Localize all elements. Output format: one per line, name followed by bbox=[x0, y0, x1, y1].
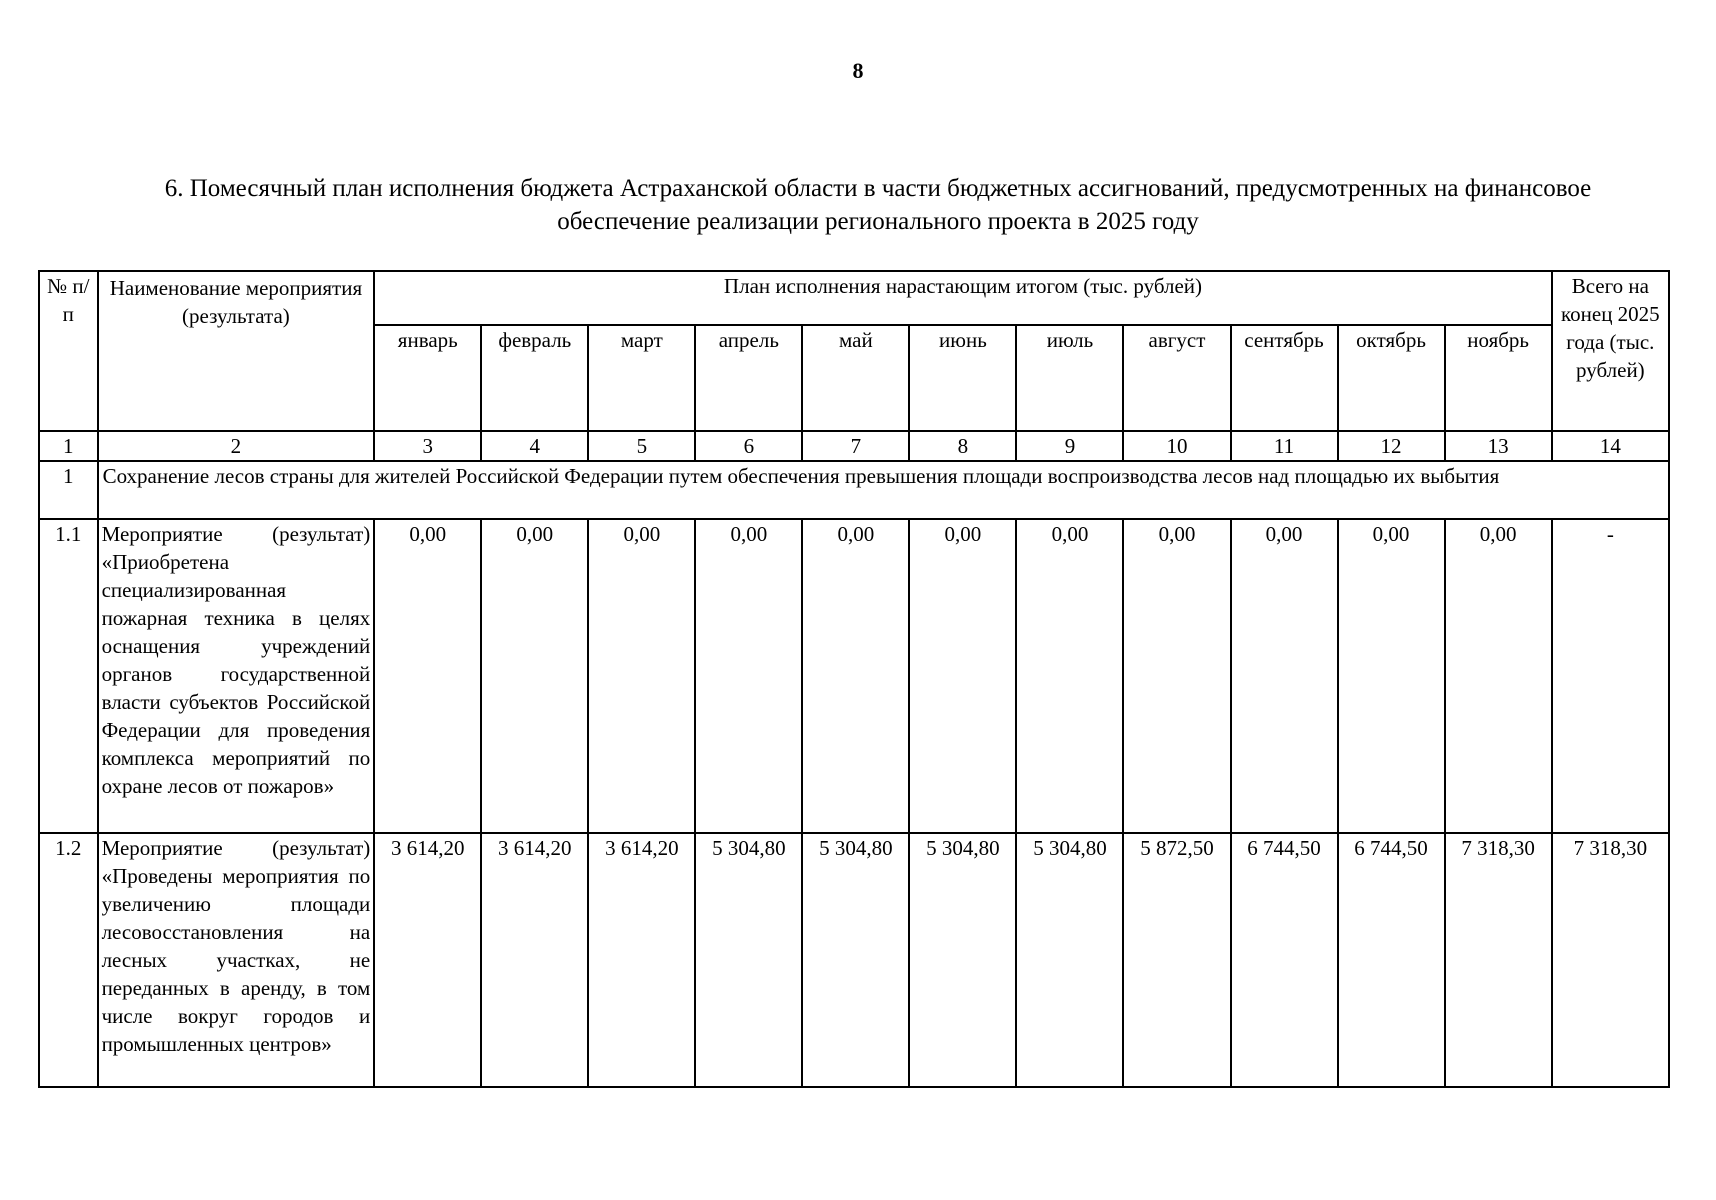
header-plan: План исполнения нарастающим итогом (тыс. рублей) bbox=[374, 271, 1551, 325]
row-value: 5 304,80 bbox=[1016, 833, 1123, 1087]
section-title: 6. Помесячный план исполнения бюджета Астраханской области в части бюджетных ассигнований, предусмотренных на финансовое обеспечение реализации регионального проекта в 2025 году bbox=[164, 175, 1592, 235]
row-activity-name: Мероприятие (результат) «Приобретена специализированная пожарная техника в целях оснащения учреждений органов государственной власти субъектов Российской Федерации для проведения комплекса мероприятий по охране лесов от пожаров» bbox=[98, 519, 375, 833]
column-number: 7 bbox=[802, 431, 909, 461]
header-month: июнь bbox=[909, 325, 1016, 431]
budget-plan-table bbox=[38, 270, 1670, 1088]
column-number: 1 bbox=[39, 431, 98, 461]
page-number: 8 bbox=[852, 58, 864, 83]
row-value: 0,00 bbox=[1445, 519, 1552, 833]
header-month: апрель bbox=[695, 325, 802, 431]
row-value: 3 614,20 bbox=[374, 833, 481, 1087]
row-value: 0,00 bbox=[588, 519, 695, 833]
header-total: Всего на конец 2025 года (тыс. рублей) bbox=[1552, 271, 1669, 431]
column-number: 12 bbox=[1338, 431, 1445, 461]
column-number: 8 bbox=[909, 431, 1016, 461]
row-value: 0,00 bbox=[909, 519, 1016, 833]
column-number: 14 bbox=[1552, 431, 1669, 461]
header-number: № п/п bbox=[39, 271, 98, 431]
row-number: 1.2 bbox=[39, 833, 98, 1087]
row-value: 3 614,20 bbox=[481, 833, 588, 1087]
section-number: 1 bbox=[39, 461, 98, 519]
header-month: май bbox=[802, 325, 909, 431]
row-value: 5 304,80 bbox=[802, 833, 909, 1087]
table-row bbox=[39, 833, 1669, 1087]
column-number: 4 bbox=[481, 431, 588, 461]
header-month: ноябрь bbox=[1445, 325, 1552, 431]
table-row bbox=[39, 519, 1669, 833]
row-value: 0,00 bbox=[1016, 519, 1123, 833]
header-month: январь bbox=[374, 325, 481, 431]
column-number: 6 bbox=[695, 431, 802, 461]
column-number-row bbox=[39, 431, 1669, 461]
row-value: 5 872,50 bbox=[1123, 833, 1230, 1087]
row-value: 0,00 bbox=[1123, 519, 1230, 833]
header-month: август bbox=[1123, 325, 1230, 431]
row-value: 0,00 bbox=[1231, 519, 1338, 833]
row-number: 1.1 bbox=[39, 519, 98, 833]
column-number: 2 bbox=[98, 431, 375, 461]
row-value: 3 614,20 bbox=[588, 833, 695, 1087]
section-text: Сохранение лесов страны для жителей Российской Федерации путем обеспечения превышения площади воспроизводства лесов над площадью их выбытия bbox=[98, 461, 1669, 519]
column-number: 10 bbox=[1123, 431, 1230, 461]
row-value: 0,00 bbox=[802, 519, 909, 833]
row-value: 5 304,80 bbox=[909, 833, 1016, 1087]
row-value: 5 304,80 bbox=[695, 833, 802, 1087]
header-month: сентябрь bbox=[1231, 325, 1338, 431]
row-value: 6 744,50 bbox=[1338, 833, 1445, 1087]
row-value: 6 744,50 bbox=[1231, 833, 1338, 1087]
row-value: 7 318,30 bbox=[1445, 833, 1552, 1087]
header-month: февраль bbox=[481, 325, 588, 431]
column-number: 9 bbox=[1016, 431, 1123, 461]
row-value: 0,00 bbox=[695, 519, 802, 833]
header-month: март bbox=[588, 325, 695, 431]
section-row bbox=[39, 461, 1669, 519]
row-activity-name: Мероприятие (результат) «Проведены мероприятия по увеличению площади лесовосстановления на лесных участках, не переданных в аренду, в том числе вокруг городов и промышленных центров» bbox=[98, 833, 375, 1087]
row-value: 0,00 bbox=[481, 519, 588, 833]
row-value: 0,00 bbox=[1338, 519, 1445, 833]
header-month: июль bbox=[1016, 325, 1123, 431]
row-value: 0,00 bbox=[374, 519, 481, 833]
header-row-top bbox=[39, 271, 1669, 325]
column-number: 13 bbox=[1445, 431, 1552, 461]
header-activity-name: Наименование мероприятия (результата) bbox=[98, 271, 375, 431]
row-total: - bbox=[1552, 519, 1669, 833]
column-number: 5 bbox=[588, 431, 695, 461]
column-number: 11 bbox=[1231, 431, 1338, 461]
column-number: 3 bbox=[374, 431, 481, 461]
row-total: 7 318,30 bbox=[1552, 833, 1669, 1087]
header-month: октябрь bbox=[1338, 325, 1445, 431]
